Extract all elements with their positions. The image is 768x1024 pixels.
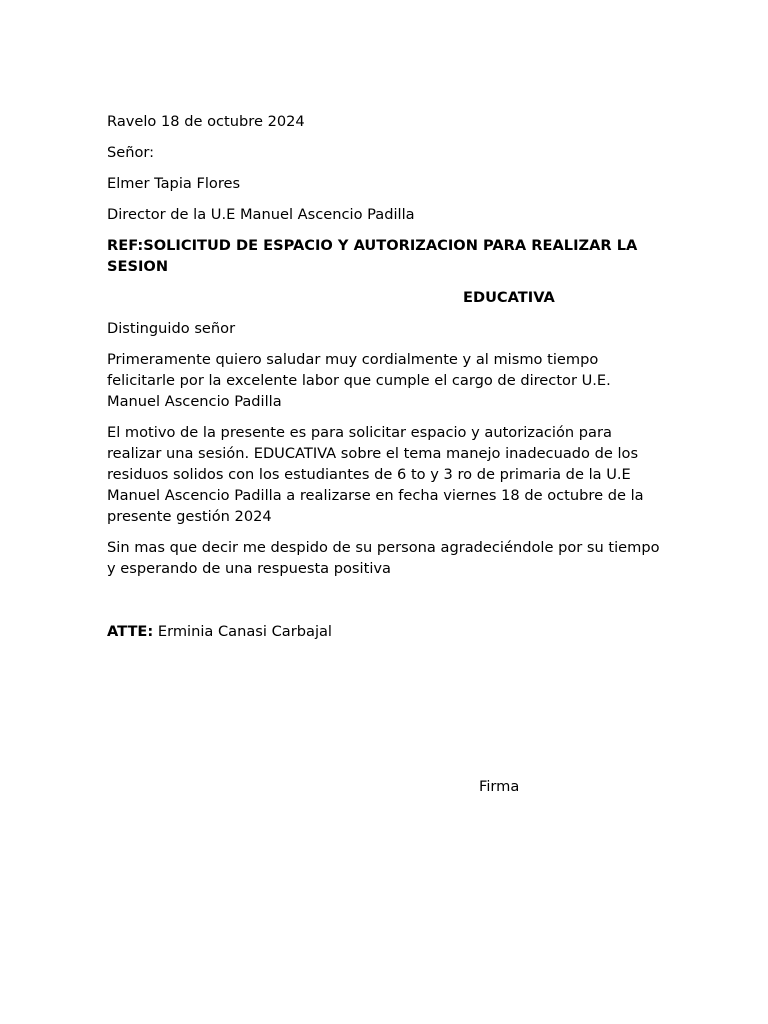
salutation-title: Señor:	[107, 144, 155, 161]
paragraph-2: El motivo de la presente es para solicitar espacio y autorización para realizar una sesión. EDUCATIVA sobre el tema manejo inadecuado de los residuos solidos con los estudiantes de 6 to y 3 ro de primaria de la U.E Manuel Ascencio Padilla a realizarse en fecha viernes 18 de octubre de la presente gestión 2024	[107, 424, 644, 525]
closing-line	[107, 621, 667, 642]
paragraph-1: Primeramente quiero saludar muy cordialmente y al mismo tiempo felicitarle por la excelente labor que cumple el cargo de director U.E. Manuel Ascencio Padilla	[107, 351, 611, 410]
sender-name: Erminia Canasi Carbajal	[153, 623, 332, 640]
closing-label: ATTE:	[107, 623, 154, 640]
paragraph-3: Sin mas que decir me despido de su persona agradeciéndole por su tiempo y esperando de una respuesta positiva	[107, 539, 660, 577]
recipient-name: Elmer Tapia Flores	[107, 175, 241, 192]
signature-label: Firma	[479, 778, 520, 795]
greeting: Distinguido señor	[107, 320, 236, 337]
reference-continuation: EDUCATIVA	[463, 289, 555, 306]
letter-body	[107, 111, 667, 652]
reference-line: REF:SOLICITUD DE ESPACIO Y AUTORIZACION PARA REALIZAR LA SESION	[107, 237, 638, 275]
place-date: Ravelo 18 de octubre 2024	[107, 113, 305, 130]
recipient-position: Director de la U.E Manuel Ascencio Padilla	[107, 206, 415, 223]
